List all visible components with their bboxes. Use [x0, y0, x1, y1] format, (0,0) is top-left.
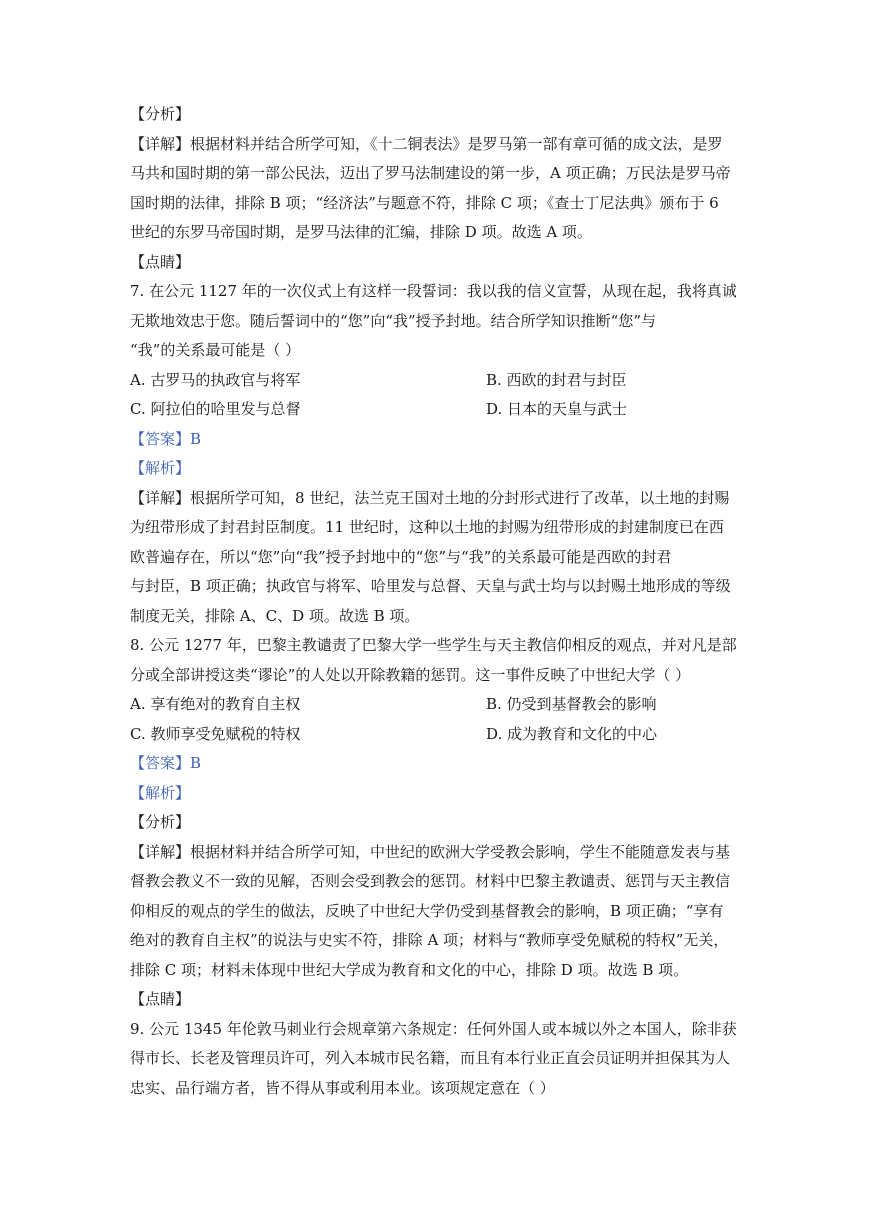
- comment-heading: 【点睛】: [130, 253, 191, 271]
- explanation-text: 马共和国时期的第一部公民法，迈出了罗马法制建设的第一步，A 项正确；万民法是罗马帝: [130, 164, 731, 182]
- explanation-text: 【详解】根据材料并结合所学可知，中世纪的欧洲大学受教会影响，学生不能随意发表与基: [130, 843, 731, 861]
- explanation-text: 国时期的法律，排除 B 项；“经济法”与题意不符，排除 C 项；《查士丁尼法典》颁布于 6: [130, 194, 719, 212]
- explanation-text: 【详解】根据材料并结合所学可知，《十二铜表法》是罗马第一部有章可循的成文法，是罗: [130, 135, 723, 153]
- analysis-heading: 【分析】: [130, 813, 191, 831]
- q8-analysis-heading: 【解析】: [130, 784, 191, 802]
- explanation-text: 督教会教义不一致的见解，否则会受到教会的惩罚。材料中巴黎主教谴责、惩罚与天主教信: [130, 872, 731, 890]
- explanation-text: 制度无关，排除 A、C、D 项。故选 B 项。: [130, 607, 420, 625]
- question-7-text: “我”的关系最可能是（ ）: [130, 341, 301, 359]
- question-8-text: 8. 公元 1277 年，巴黎主教谴责了巴黎大学一些学生与天主教信仰相反的观点，并对凡是部: [130, 636, 737, 654]
- question-9-text: 忠实、品行端方者，皆不得从事或利用本业。该项规定意在（ ）: [130, 1079, 555, 1097]
- explanation-text: 与封臣，B 项正确；执政官与将军、哈里发与总督、天皇与武士均与以封赐土地形成的等级: [130, 577, 731, 595]
- q8-option-a: A. 享有绝对的教育自主权: [130, 695, 301, 713]
- q7-option-d: D. 日本的天皇与武士: [486, 400, 628, 418]
- explanation-text: 为纽带形成了封君封臣制度。11 世纪时，这种以土地的封赐为纽带形成的封建制度已在西: [130, 518, 724, 536]
- analysis-heading: 【分析】: [130, 105, 191, 123]
- explanation-text: 仰相反的观点的学生的做法，反映了中世纪大学仍受到基督教会的影响，B 项正确；“享有: [130, 902, 724, 920]
- q8-answer: 【答案】B: [130, 754, 202, 772]
- explanation-text: 世纪的东罗马帝国时期，是罗马法律的汇编，排除 D 项。故选 A 项。: [130, 223, 592, 241]
- question-8-text: 分或全部讲授这类“谬论”的人处以开除教籍的惩罚。这一事件反映了中世纪大学（ ）: [130, 666, 691, 684]
- q8-option-c: C. 教师享受免赋税的特权: [130, 725, 301, 743]
- q7-option-b: B. 西欧的封君与封臣: [486, 371, 627, 389]
- question-9-text: 9. 公元 1345 年伦敦马刺业行会规章第六条规定：任何外国人或本城以外之本国人，除非获: [130, 1020, 737, 1038]
- explanation-text: 排除 C 项；材料未体现中世纪大学成为教育和文化的中心，排除 D 项。故选 B 项。: [130, 961, 689, 979]
- explanation-text: 欧普遍存在，所以“您”向“我”授予封地中的“您”与“我”的关系最可能是西欧的封君: [130, 548, 672, 566]
- question-7-text: 无欺地效忠于您。随后誓词中的“您”向“我”授予封地。结合所学知识推断“您”与: [130, 312, 657, 330]
- q7-analysis-heading: 【解析】: [130, 459, 191, 477]
- q7-option-c: C. 阿拉伯的哈里发与总督: [130, 400, 301, 418]
- explanation-text: 【详解】根据所学可知，8 世纪，法兰克王国对土地的分封形式进行了改革，以土地的封赐: [130, 489, 730, 507]
- q8-option-b: B. 仍受到基督教会的影响: [486, 695, 657, 713]
- question-9-text: 得市长、长老及管理员许可，列入本城市民名籍，而且有本行业正直会员证明并担保其为人: [130, 1049, 731, 1067]
- explanation-text: 绝对的教育自主权”的说法与史实不符，排除 A 项；材料与“教师享受免赋税的特权”无关，: [130, 931, 729, 949]
- q7-answer: 【答案】B: [130, 430, 202, 448]
- q7-option-a: A. 古罗马的执政官与将军: [130, 371, 301, 389]
- comment-heading: 【点睛】: [130, 990, 191, 1008]
- question-7-text: 7. 在公元 1127 年的一次仪式上有这样一段誓词：我以我的信义宣誓，从现在起，我将真诚: [130, 282, 737, 300]
- q8-option-d: D. 成为教育和文化的中心: [486, 725, 658, 743]
